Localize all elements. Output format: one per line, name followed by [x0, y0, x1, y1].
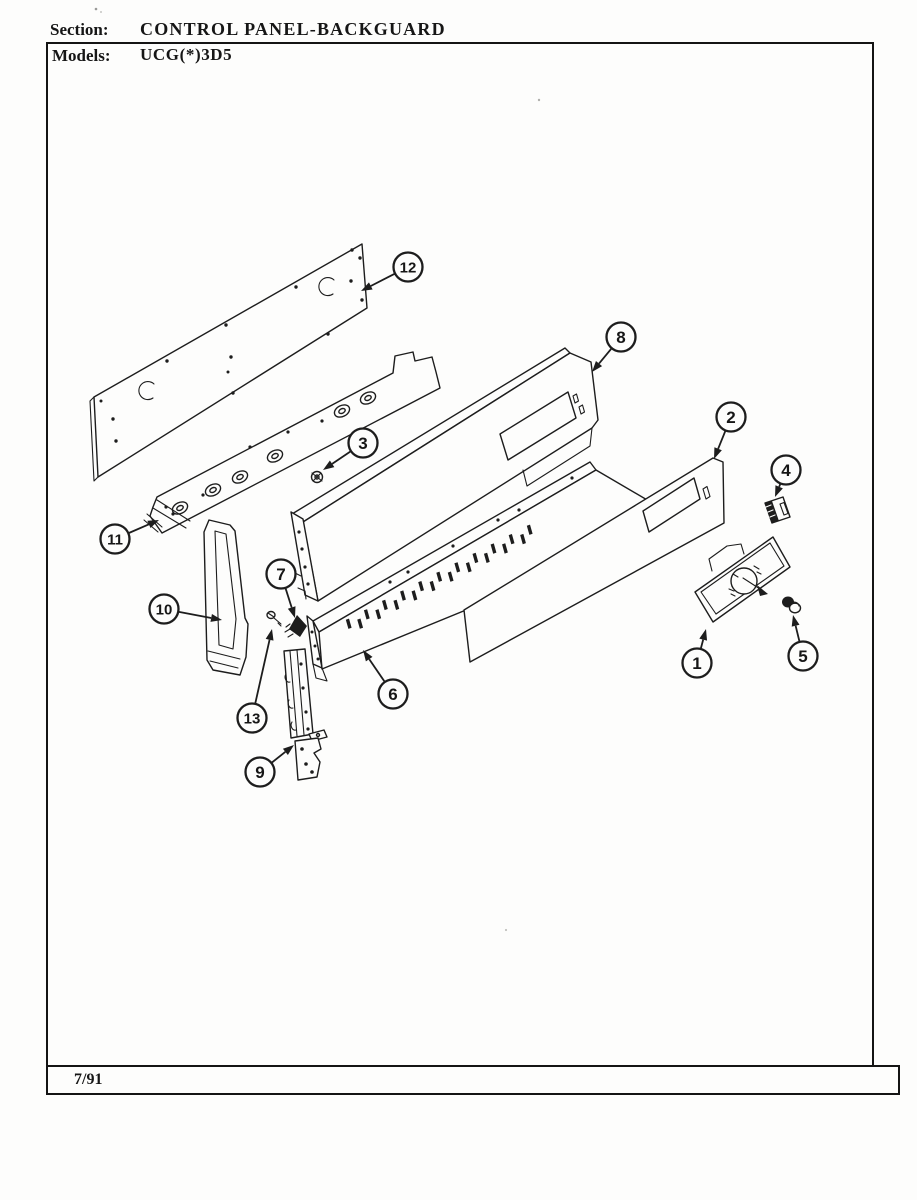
callout-number: 5 — [798, 647, 808, 667]
section-label: Section: — [50, 20, 109, 39]
callout-number: 8 — [616, 328, 626, 348]
part-5-knob — [782, 597, 801, 613]
callout-number: 1 — [692, 654, 702, 674]
callout-number: 13 — [243, 710, 261, 728]
callout-12 — [361, 253, 423, 292]
callout-number: 12 — [399, 259, 417, 277]
part-1-clock-assembly — [695, 537, 790, 622]
leader-arrowhead — [792, 615, 800, 627]
leader-arrowhead — [323, 461, 334, 470]
leader-arrowhead — [714, 447, 722, 459]
callout-11 — [101, 520, 160, 554]
part-13-screw — [267, 612, 281, 627]
part-3-screw — [312, 472, 323, 483]
models-label: Models: — [52, 46, 111, 65]
callout-number: 4 — [781, 461, 791, 481]
models-value: UCG(*)3D5 — [140, 45, 233, 64]
footer-revision-box — [46, 1065, 900, 1095]
callout-8 — [592, 323, 636, 373]
part-7-clip — [285, 615, 307, 637]
part-4-switch — [765, 497, 790, 523]
leader-arrowhead — [363, 650, 373, 661]
callout-9 — [246, 745, 295, 787]
part-10-side-trim — [204, 520, 248, 675]
callout-6 — [363, 650, 408, 709]
callout-1 — [683, 629, 712, 678]
callout-7 — [267, 560, 296, 619]
callout-4 — [772, 456, 801, 498]
callout-number: 3 — [358, 434, 368, 454]
callout-number: 7 — [276, 565, 286, 585]
leader-arrowhead — [361, 282, 373, 291]
callout-2 — [714, 403, 746, 460]
part-9-side-bracket — [284, 649, 327, 780]
leader-arrowhead — [266, 629, 274, 641]
leader-arrowhead — [775, 485, 783, 497]
leader-arrowhead — [288, 606, 296, 618]
callout-number: 6 — [388, 685, 398, 705]
callout-number: 11 — [107, 531, 123, 549]
leader-arrowhead — [699, 629, 707, 641]
section-title: CONTROL PANEL-BACKGUARD — [140, 19, 446, 39]
callout-number: 2 — [726, 408, 736, 428]
callout-number: 9 — [255, 763, 265, 783]
footer-date: 7/91 — [74, 1071, 103, 1088]
callout-5 — [789, 615, 818, 671]
callout-number: 10 — [155, 601, 173, 619]
